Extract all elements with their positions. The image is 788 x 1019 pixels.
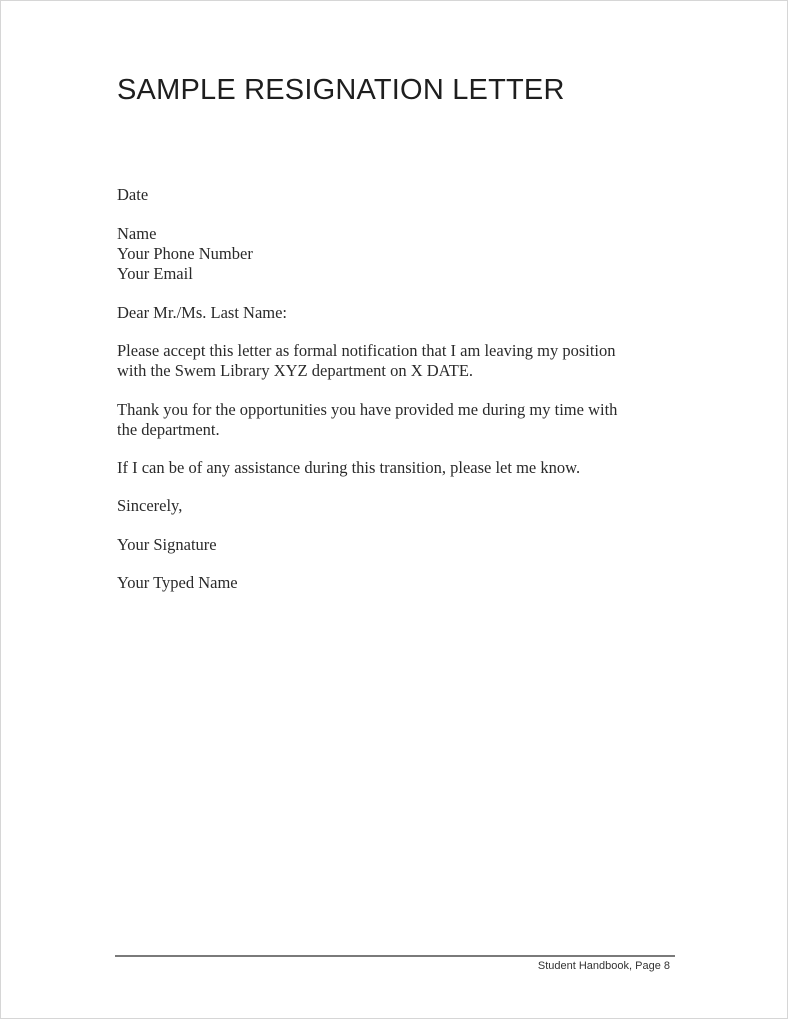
letter-date: Date bbox=[117, 185, 149, 204]
salutation: Dear Mr./Ms. Last Name: bbox=[117, 303, 288, 322]
footer-divider bbox=[115, 955, 675, 957]
page-title: SAMPLE RESIGNATION LETTER bbox=[117, 74, 565, 106]
paragraph-3: If I can be of any assistance during this transition, please let me know. bbox=[117, 458, 581, 477]
signature: Your Signature bbox=[117, 535, 217, 554]
sender-name: Name bbox=[117, 224, 157, 243]
typed-name: Your Typed Name bbox=[117, 573, 238, 592]
paragraph-2-line-2: the department. bbox=[117, 420, 220, 439]
paragraph-1-line-1: Please accept this letter as formal notification that I am leaving my position bbox=[117, 341, 616, 360]
closing: Sincerely, bbox=[117, 496, 183, 515]
sender-phone: Your Phone Number bbox=[117, 244, 253, 263]
paragraph-1-line-2: with the Swem Library XYZ department on X DATE. bbox=[117, 361, 474, 380]
sender-email: Your Email bbox=[117, 264, 193, 283]
paragraph-2-line-1: Thank you for the opportunities you have provided me during my time with bbox=[117, 400, 618, 419]
footer-page-label: Student Handbook, Page 8 bbox=[537, 960, 670, 972]
